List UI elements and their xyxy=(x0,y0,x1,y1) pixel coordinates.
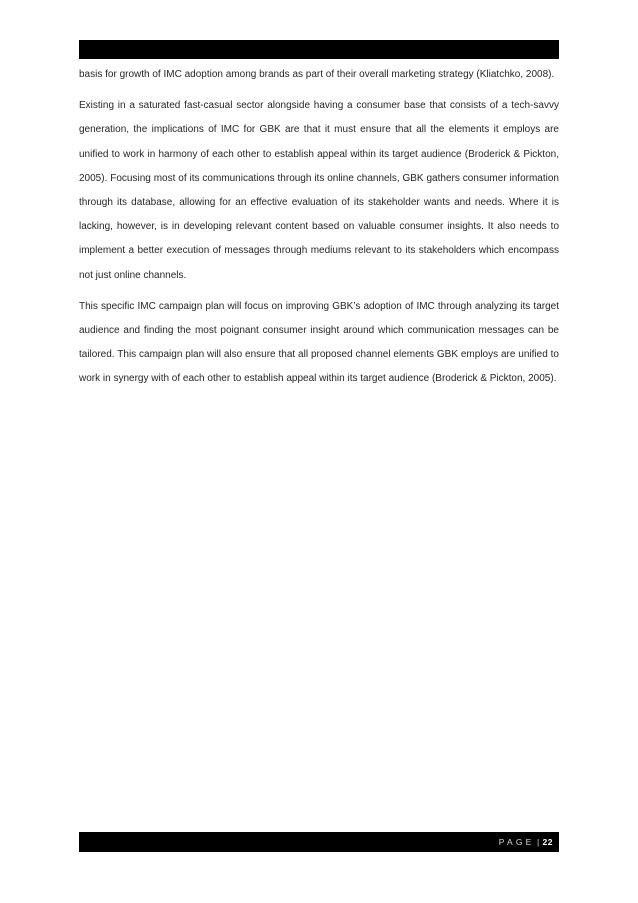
paragraph: basis for growth of IMC adoption among brands as part of their overall marketing strategy (Kliatchko, 2008). xyxy=(79,69,555,80)
page-separator: | xyxy=(536,837,540,847)
document-body xyxy=(79,63,559,392)
page-label: PAGE xyxy=(498,837,535,847)
paragraph: Existing in a saturated fast-casual sector alongside having a consumer base that consists of a tech-savvy generation, the implications of IMC for GBK are that it must ensure that all the elements it employs are unified to work in harmony of each other to establish appeal within its target audience (Broderick & Pickton, 2005). Focusing most of its communications through its online channels, GBK gathers consumer information through its database, allowing for an effective evaluation of its stakeholder wants and needs. Where it is lacking, however, is in developing relevant content based on valuable consumer insights. It also needs to implement a better execution of messages through mediums relevant to its stakeholders which encompass not just online channels. xyxy=(79,100,559,281)
paragraph: This specific IMC campaign plan will focus on improving GBK’s adoption of IMC through analyzing its target audience and finding the most poignant consumer insight around which communication messages can be tailored. This campaign plan will also ensure that all proposed channel elements GBK employs are unified to work in synergy with of each other to establish appeal within its target audience (Broderick & Pickton, 2005). xyxy=(79,300,559,385)
footer-bar xyxy=(79,832,559,852)
header-bar xyxy=(79,40,559,59)
page-number-block xyxy=(499,835,553,849)
page-number: 22 xyxy=(542,837,553,847)
